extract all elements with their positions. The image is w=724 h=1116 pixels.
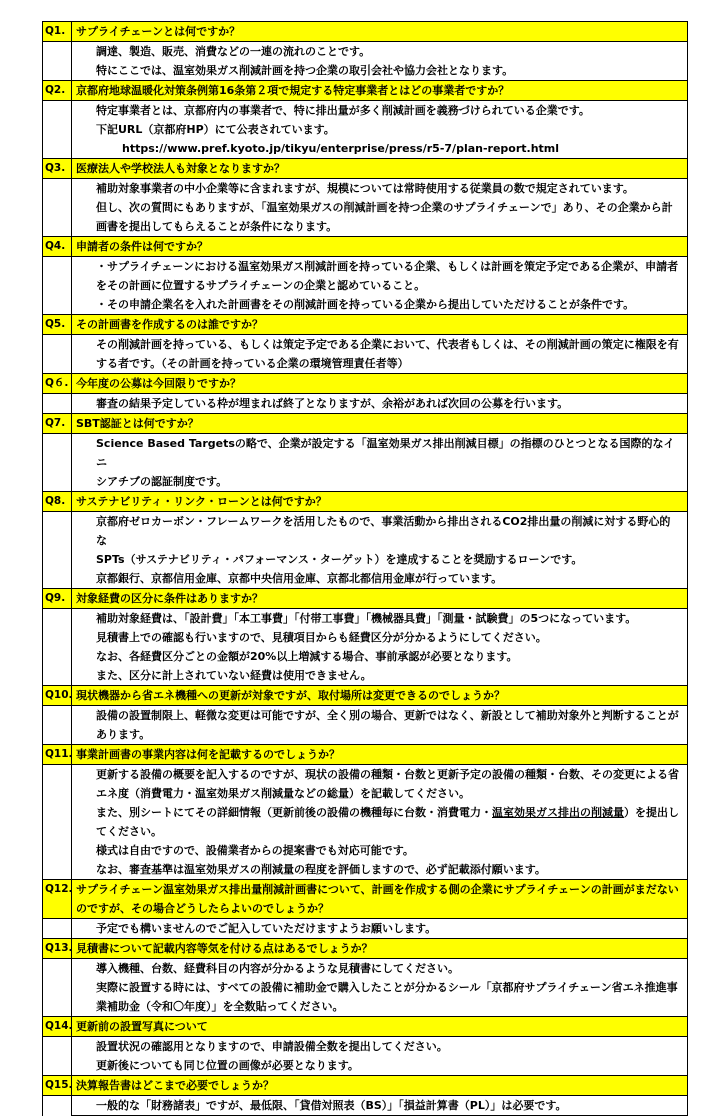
question-number: Q６. <box>43 374 72 394</box>
question-text: 申請者の条件は何ですか？ <box>72 237 688 257</box>
question-text: 今年度の公募は今回限りですか？ <box>72 374 688 394</box>
answer-text <box>72 919 688 939</box>
answer-line: 特にここでは、温室効果ガス削減計画を持つ企業の取引会社や協力会社となります。 <box>96 64 514 77</box>
question-number: Q12. <box>43 880 72 919</box>
answer-row <box>43 257 688 315</box>
answer-number-cell <box>43 959 72 1017</box>
answer-line: Science Based Targetsの略で、企業が設定する「温室効果ガス排出削減目標」の指標のひとつとなる国際的なイニ <box>96 437 675 469</box>
answer-row <box>43 1037 688 1076</box>
answer-text <box>72 434 688 492</box>
answer-number-cell <box>43 42 72 81</box>
answer-row <box>43 959 688 1017</box>
answer-line: 京都府ゼロカーボン・フレームワークを活用したもので、事業活動から排出されるCO2排出量の削減に対する野心的な <box>96 515 671 547</box>
answer-line: その削減計画を持っている、もしくは策定予定である企業において、代表者もしくは、その削減計画の策定に権限を有 <box>96 338 679 351</box>
answer-number-cell <box>43 394 72 414</box>
question-number: Q5. <box>43 315 72 335</box>
answer-text <box>72 959 688 1017</box>
answer-line: 補助対象経費は、「設計費」「本工事費」「付帯工事費」「機械器具費」「測量・試験費」の5つになっています。 <box>96 612 637 625</box>
question-text: サプライチェーンとは何ですか？ <box>72 22 688 42</box>
answer-text <box>72 335 688 374</box>
answer-line: なお、各経費区分ごとの金額が20%以上増減する場合、事前承認が必要となります。 <box>96 650 518 663</box>
answer-row <box>43 609 688 686</box>
question-row <box>43 315 688 335</box>
question-line: サプライチェーン温室効果ガス排出量削減計画書について、計画を作成する側の企業にサプライチェーンの計画がまだない <box>76 883 679 896</box>
answer-line: をその計画に位置するサプライチェーンの企業と認めていること。 <box>96 279 426 292</box>
answer-line: ・サプライチェーンにおける温室効果ガス削減計画を持っている企業、もしくは計画を策定予定である企業が、申請者 <box>96 260 679 273</box>
question-number: Q7. <box>43 414 72 434</box>
answer-text <box>72 512 688 589</box>
answer-line: 一般的な「財務諸表」ですが、最低限、「貸借対照表（BS）」「損益計算書（PL）」は必要です。 <box>96 1099 567 1112</box>
question-number: Q8. <box>43 492 72 512</box>
question-number: Q1. <box>43 22 72 42</box>
question-text: サステナビリティ・リンク・ローンとは何ですか？ <box>72 492 688 512</box>
question-row <box>43 686 688 706</box>
question-line: のですが、その場合どうしたらよいのでしょうか？ <box>76 902 329 915</box>
answer-text <box>72 42 688 81</box>
answer-line: エネ度（消費電力・温室効果ガス削減量などの総量）を記載してください。 <box>96 787 470 800</box>
answer-text <box>72 1037 688 1076</box>
answer-line: ・その申請企業名を入れた計画書をその削減計画を持っている企業から提出していただけることが条件です。 <box>96 298 635 311</box>
answer-fragment: また、別シートにてその詳細情報（更新前後の設備の機種毎に台数・消費電力・ <box>96 806 492 819</box>
answer-number-cell <box>43 765 72 880</box>
answer-row <box>43 101 688 159</box>
question-text <box>72 880 688 919</box>
question-text: 見積書について記載内容等気を付ける点はあるでしょうか？ <box>72 939 688 959</box>
question-row <box>43 81 688 101</box>
answer-line: 但し、次の質問にもありますが、「温室効果ガスの削減計画を持つ企業のサプライチェーンで」あり、その企業から計 <box>96 201 673 214</box>
answer-row <box>43 919 688 939</box>
answer-line: 更新する設備の概要を記入するのですが、現状の設備の種類・台数と更新予定の設備の種類・台数、その変更による省 <box>96 768 679 781</box>
answer-line: シアチブの認証制度です。 <box>96 475 228 488</box>
question-text: 現状機器から省エネ機種への更新が対象ですが、取付場所は変更できるのでしょうか？ <box>72 686 688 706</box>
question-text: 事業計画書の事業内容は何を記載するのでしょうか？ <box>72 745 688 765</box>
answer-row <box>43 765 688 880</box>
question-number: Q4. <box>43 237 72 257</box>
answer-line <box>96 803 681 822</box>
answer-number-cell <box>43 706 72 745</box>
answer-underlined-fragment: 温室効果ガス排出の削減量 <box>492 806 624 819</box>
question-row <box>43 492 688 512</box>
answer-line: 導入機種、台数、経費科目の内容が分かるような見積書にしてください。 <box>96 962 459 975</box>
answer-number-cell <box>43 257 72 315</box>
question-number: Q15. <box>43 1076 72 1096</box>
answer-line: 画書を提出してもらえることが条件になります。 <box>96 220 338 233</box>
answer-line: 実際に設置する時には、すべての設備に補助金で購入したことが分かるシール「京都府サプライチェーン省エネ推進事 <box>96 981 678 994</box>
question-row <box>43 589 688 609</box>
question-number: Q9. <box>43 589 72 609</box>
answer-number-cell <box>43 1037 72 1076</box>
answer-line: 特定事業者とは、京都府内の事業者で、特に排出量が多く削減計画を義務づけられている企業です。 <box>96 104 590 117</box>
question-row <box>43 374 688 394</box>
answer-number-cell <box>43 1096 72 1116</box>
answer-url: https://www.pref.kyoto.jp/tikyu/enterprise/press/r5-7/plan-report.html <box>122 142 560 155</box>
answer-line: SPTs（サステナビリティ・パフォーマンス・ターゲット）を達成することを奨励するローンです。 <box>96 553 583 566</box>
question-text: 決算報告書はどこまで必要でしょうか？ <box>72 1076 688 1096</box>
question-number: Q11. <box>43 745 72 765</box>
question-text: SBT認証とは何ですか？ <box>72 414 688 434</box>
answer-row <box>43 335 688 374</box>
question-number: Q10. <box>43 686 72 706</box>
answer-line: なお、審査基準は温室効果ガスの削減量の程度を評価しますので、必ず記載添付願います。 <box>96 863 546 876</box>
answer-text <box>72 257 688 315</box>
answer-number-cell <box>43 512 72 589</box>
answer-line: 見積書上での確認も行いますので、見積項目からも経費区分が分かるようにしてください。 <box>96 631 547 644</box>
answer-text <box>72 706 688 745</box>
answer-row <box>43 394 688 414</box>
answer-line: てください。 <box>96 825 162 838</box>
question-row <box>43 1076 688 1096</box>
answer-row <box>43 434 688 492</box>
answer-text <box>72 765 688 880</box>
answer-line: 予定でも構いませんのでご記入していただけますようお願いします。 <box>96 922 437 935</box>
question-number: Q13. <box>43 939 72 959</box>
question-text: 京都府地球温暖化対策条例第16条第２項で規定する特定事業者とはどの事業者ですか？ <box>72 81 688 101</box>
qa-sheet <box>42 21 688 1116</box>
answer-row <box>43 42 688 81</box>
answer-number-cell <box>43 609 72 686</box>
answer-number-cell <box>43 919 72 939</box>
answer-line: 業補助金（令和〇年度）」を全数貼ってください。 <box>96 1000 344 1013</box>
question-row <box>43 939 688 959</box>
answer-line: する者です。（その計画を持っている企業の環境管理責任者等） <box>96 357 409 370</box>
answer-line: 様式は自由ですので、設備業者からの提案書でも対応可能です。 <box>96 844 414 857</box>
answer-fragment: ）を提出し <box>624 806 679 819</box>
answer-number-cell <box>43 101 72 159</box>
answer-line: 補助対象事業者の中小企業等に含まれますが、規模については常時使用する従業員の数で規定されています。 <box>96 182 634 195</box>
answer-number-cell <box>43 434 72 492</box>
answer-text <box>72 609 688 686</box>
answer-row <box>43 512 688 589</box>
question-number: Q14. <box>43 1017 72 1037</box>
answer-number-cell <box>43 179 72 237</box>
answer-line: 更新後についても同じ位置の画像が必要となります。 <box>96 1059 359 1072</box>
question-row <box>43 22 688 42</box>
answer-line: 設置状況の確認用となりますので、申請設備全数を提出してください。 <box>96 1040 448 1053</box>
question-number: Q2. <box>43 81 72 101</box>
answer-line: 設備の設置制限上、軽微な変更は可能ですが、全く別の場合、更新ではなく、新設として補助対象外と判断することが <box>96 709 679 722</box>
answer-text <box>72 394 688 414</box>
answer-line: あります。 <box>96 728 151 741</box>
answer-line: 下記URL（京都府HP）にて公表されています。 <box>96 123 335 136</box>
answer-text <box>72 1096 688 1116</box>
answer-number-cell <box>43 335 72 374</box>
question-number: Q3. <box>43 159 72 179</box>
qa-table <box>42 21 688 1116</box>
answer-line: 審査の結果予定している枠が埋まれば終了となりますが、余裕があれば次回の公募を行います。 <box>96 397 569 410</box>
question-text: その計画書を作成するのは誰ですか？ <box>72 315 688 335</box>
answer-text <box>72 179 688 237</box>
question-text: 更新前の設置写真について <box>72 1017 688 1037</box>
question-row <box>43 414 688 434</box>
answer-text <box>72 101 688 159</box>
answer-line: 京都銀行、京都信用金庫、京都中央信用金庫、京都北都信用金庫が行っています。 <box>96 572 503 585</box>
question-text: 医療法人や学校法人も対象となりますか？ <box>72 159 688 179</box>
answer-line: また、区分に計上されていない経費は使用できません。 <box>96 669 372 682</box>
question-row <box>43 159 688 179</box>
question-row <box>43 880 688 919</box>
answer-row <box>43 706 688 745</box>
answer-row <box>43 1096 688 1116</box>
answer-row <box>43 179 688 237</box>
answer-line: 調達、製造、販売、消費などの一連の流れのことです。 <box>96 45 371 58</box>
question-row <box>43 237 688 257</box>
question-row <box>43 1017 688 1037</box>
question-text: 対象経費の区分に条件はありますか？ <box>72 589 688 609</box>
question-row <box>43 745 688 765</box>
